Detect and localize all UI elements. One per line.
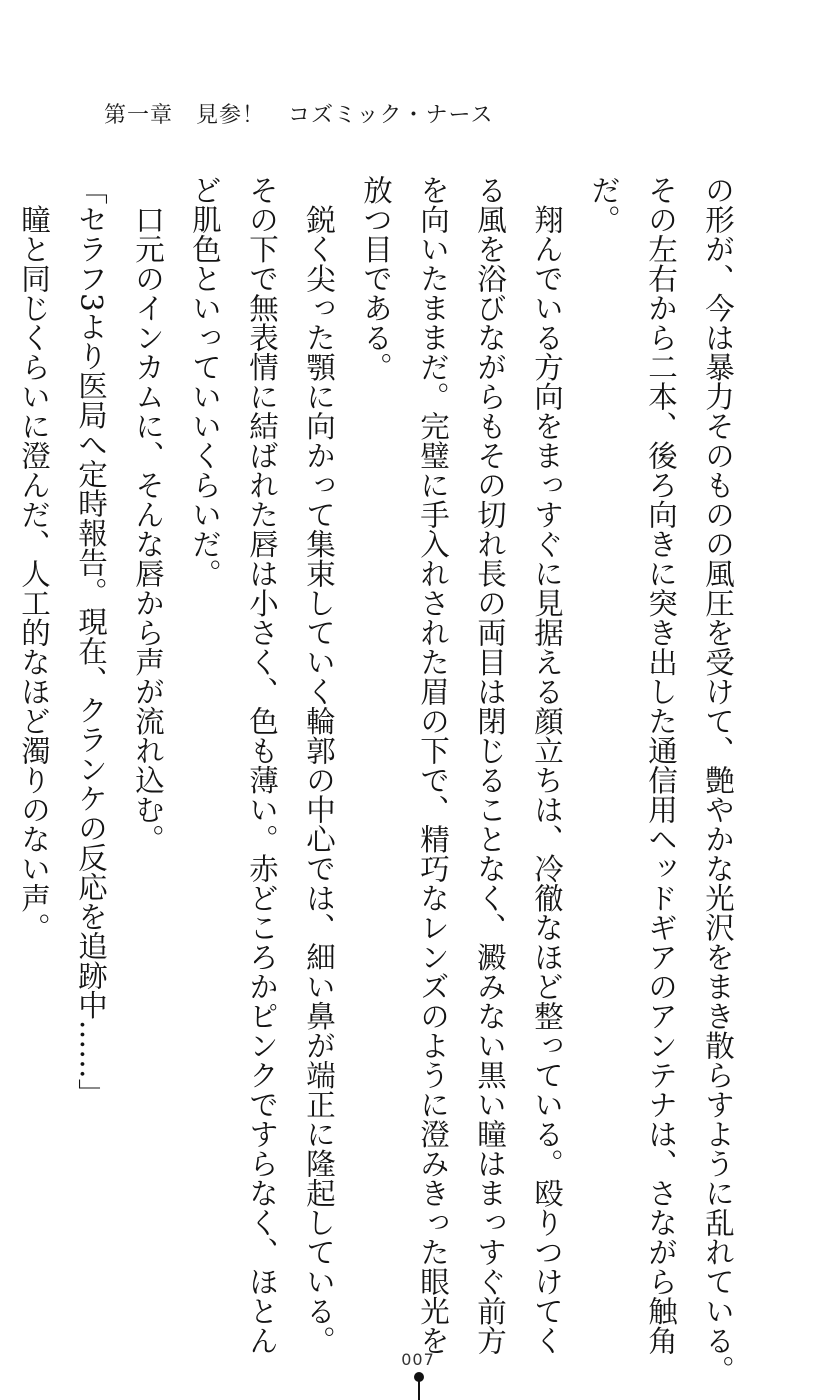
text-column: 翔んでいる方向をまっすぐに見据える顔立ちは、冷徹なほど整っている。殴りつけてく (530, 175, 564, 1355)
text-column: その左右から二本、後ろ向きに突き出した通信用ヘッドギアのアンテナは、さながら触角 (644, 175, 678, 1355)
text-column: だ。 (587, 175, 621, 234)
running-head-chapter-title: 第一章 見参！ コズミック・ナース (104, 103, 494, 128)
text-column: 鋭く尖った顎に向かって集束していく輪郭の中心では、細い鼻が端正に隆起している。 (302, 175, 336, 1355)
text-column: ど肌色といっていいくらいだ。 (188, 175, 222, 588)
page-number: 007 (401, 1350, 435, 1369)
text-column: 口元のインカムに、そんな唇から声が流れ込む。 (131, 175, 165, 854)
text-column: の形が、今は暴力そのものの風圧を受けて、艶やかな光沢をまき散らすように乱れている。 (701, 175, 735, 1385)
text-column: 「セラフ3より医局へ定時報告。現在、クランケの反応を追跡中……」 (74, 175, 108, 1109)
text-column: る風を浴びながらもその切れ長の両目は閉じることなく、澱みない黒い瞳はまっすぐ前方 (473, 175, 507, 1355)
binding-mark-icon (414, 1372, 424, 1400)
text-column (0, 175, 5, 1200)
text-column: 瞳と同じくらいに澄んだ、人工的なほど濁りのない声。 (17, 175, 51, 942)
text-column: を向いたままだ。完璧に手入れされた眉の下で、精巧なレンズのように澄みきった眼光を (416, 175, 450, 1355)
text-column: その下で無表情に結ばれた唇は小さく、色も薄い。赤どころかピンクですらなく、ほとん (245, 175, 279, 1355)
text-column: 放つ目である。 (359, 175, 393, 382)
binding-line (418, 1380, 420, 1400)
